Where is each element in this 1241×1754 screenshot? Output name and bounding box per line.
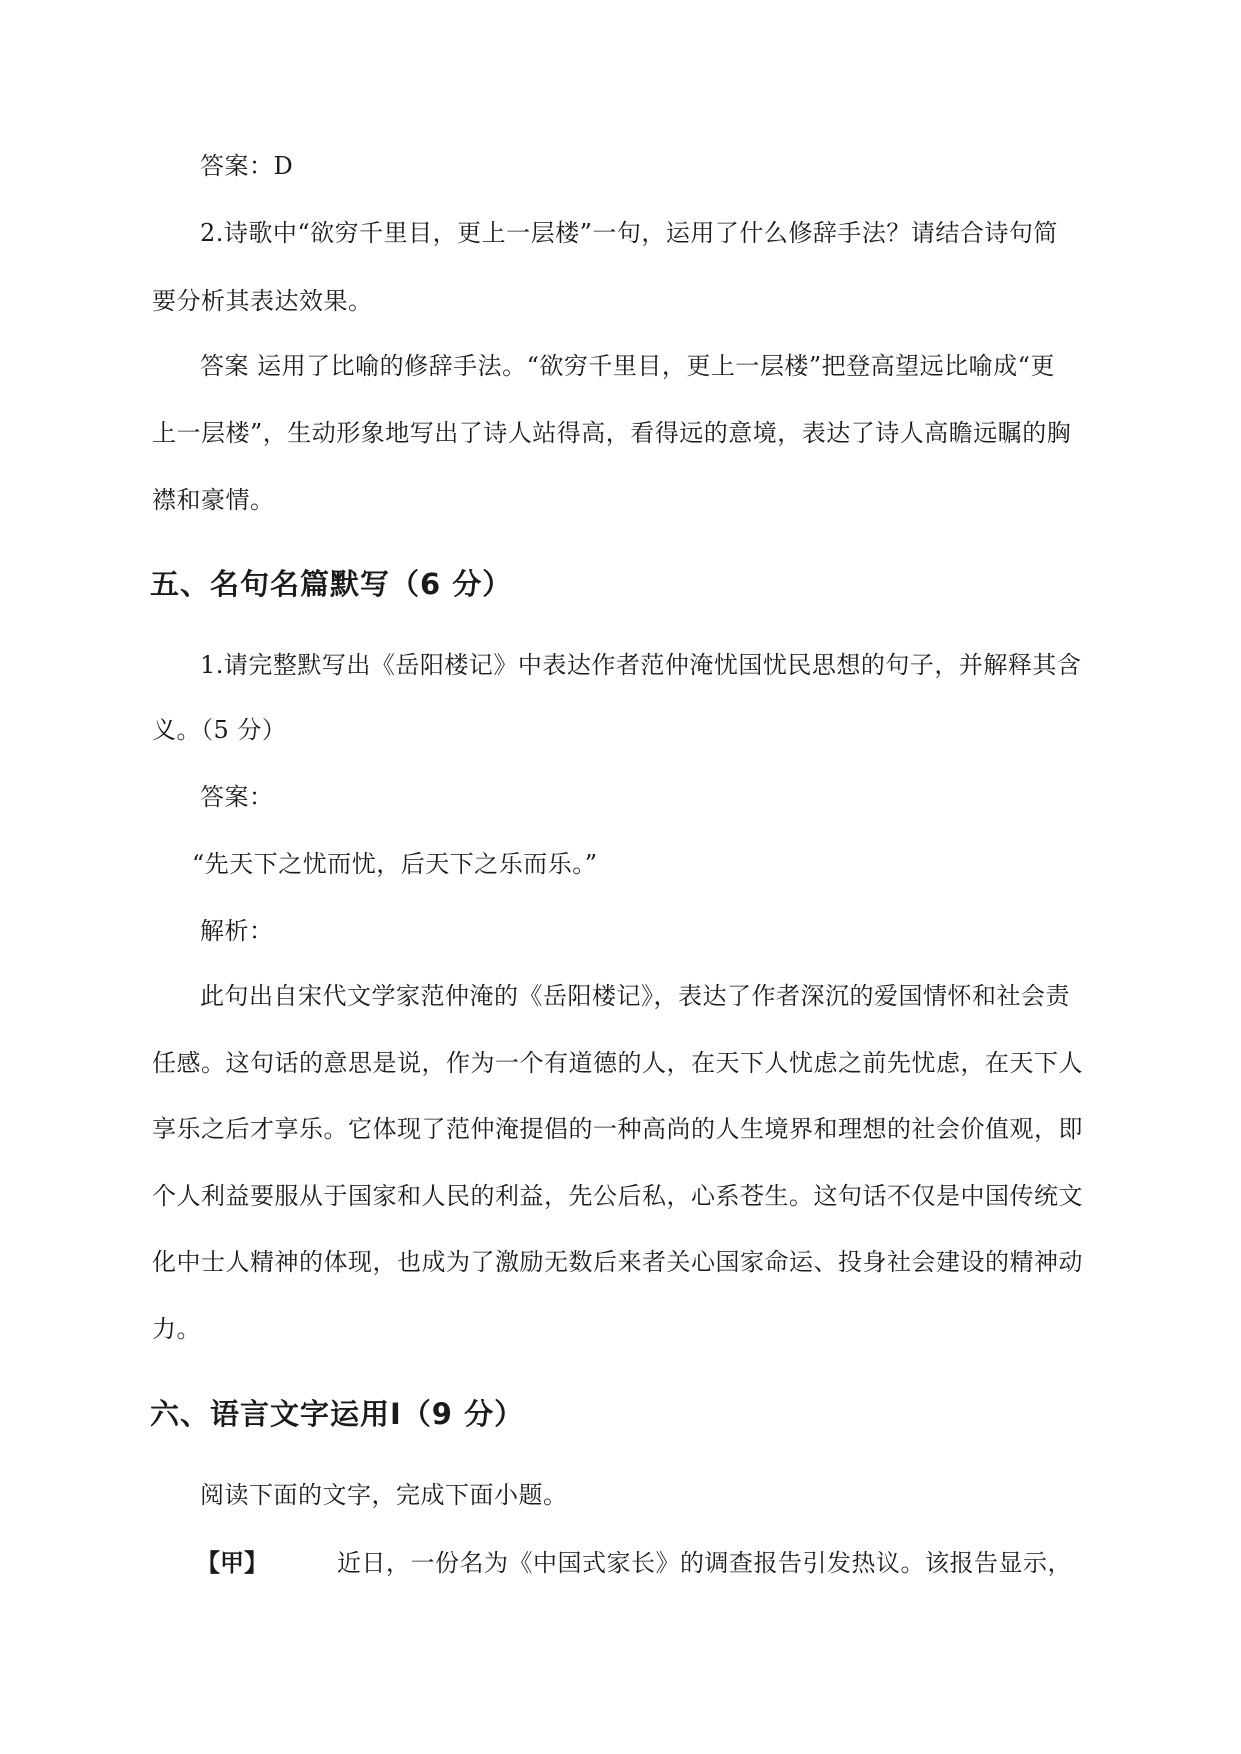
- section-6-heading: 六、语言文字运用Ⅰ（9 分）: [150, 1397, 525, 1431]
- section-5-analysis-label: 解析：: [200, 917, 274, 945]
- section-5-analysis-line-5: 化中士人精神的体现，也成为了激励无数后来者关心国家命运、投身社会建设的精神动: [152, 1248, 1083, 1276]
- q2-answer-line-2: 上一层楼”，生动形象地写出了诗人站得高，看得远的意境，表达了诗人高瞻远瞩的胸: [152, 419, 1072, 447]
- q2-answer-line-3: 襟和豪情。: [152, 486, 275, 514]
- passage-jia-label: 【甲】: [196, 1549, 268, 1577]
- section-5-answer-text: “先天下之忧而忧，后天下之乐而乐。”: [192, 850, 598, 878]
- passage-jia-text: 近日，一份名为《中国式家长》的调查报告引发热议。该报告显示，: [337, 1549, 1072, 1577]
- section-5-analysis-line-4: 个人利益要服从于国家和人民的利益，先公后私，心系苍生。这句话不仅是中国传统文: [152, 1182, 1083, 1210]
- q2-question-line-2: 要分析其表达效果。: [152, 287, 373, 315]
- section-5-question-line-1: 1.请完整默写出《岳阳楼记》中表达作者范仲淹忧国忧民思想的句子，并解释其含: [200, 651, 1082, 679]
- q2-answer-line-1: 答案 运用了比喻的修辞手法。“欲穷千里目，更上一层楼”把登高望远比喻成“更: [200, 352, 1055, 380]
- q2-question-line-1: 2.诗歌中“欲穷千里目，更上一层楼”一句，运用了什么修辞手法？请结合诗句简: [200, 219, 1058, 247]
- section-5-analysis-line-3: 享乐之后才享乐。它体现了范仲淹提倡的一种高尚的人生境界和理想的社会价值观，即: [152, 1115, 1083, 1143]
- q1-answer: 答案：D: [200, 152, 294, 180]
- section-5-analysis-line-6: 力。: [152, 1315, 201, 1343]
- section-6-instruction: 阅读下面的文字，完成下面小题。: [200, 1481, 568, 1509]
- section-5-analysis-line-2: 任感。这句话的意思是说，作为一个有道德的人，在天下人忧虑之前先忧虑，在天下人: [152, 1049, 1083, 1077]
- section-5-heading: 五、名句名篇默写（6 分）: [150, 567, 513, 601]
- section-5-analysis-line-1: 此句出自宋代文学家范仲淹的《岳阳楼记》，表达了作者深沉的爱国情怀和社会责: [200, 982, 1070, 1010]
- section-5-question-line-2: 义。（5 分）: [152, 716, 287, 744]
- section-5-answer-label: 答案：: [200, 783, 274, 811]
